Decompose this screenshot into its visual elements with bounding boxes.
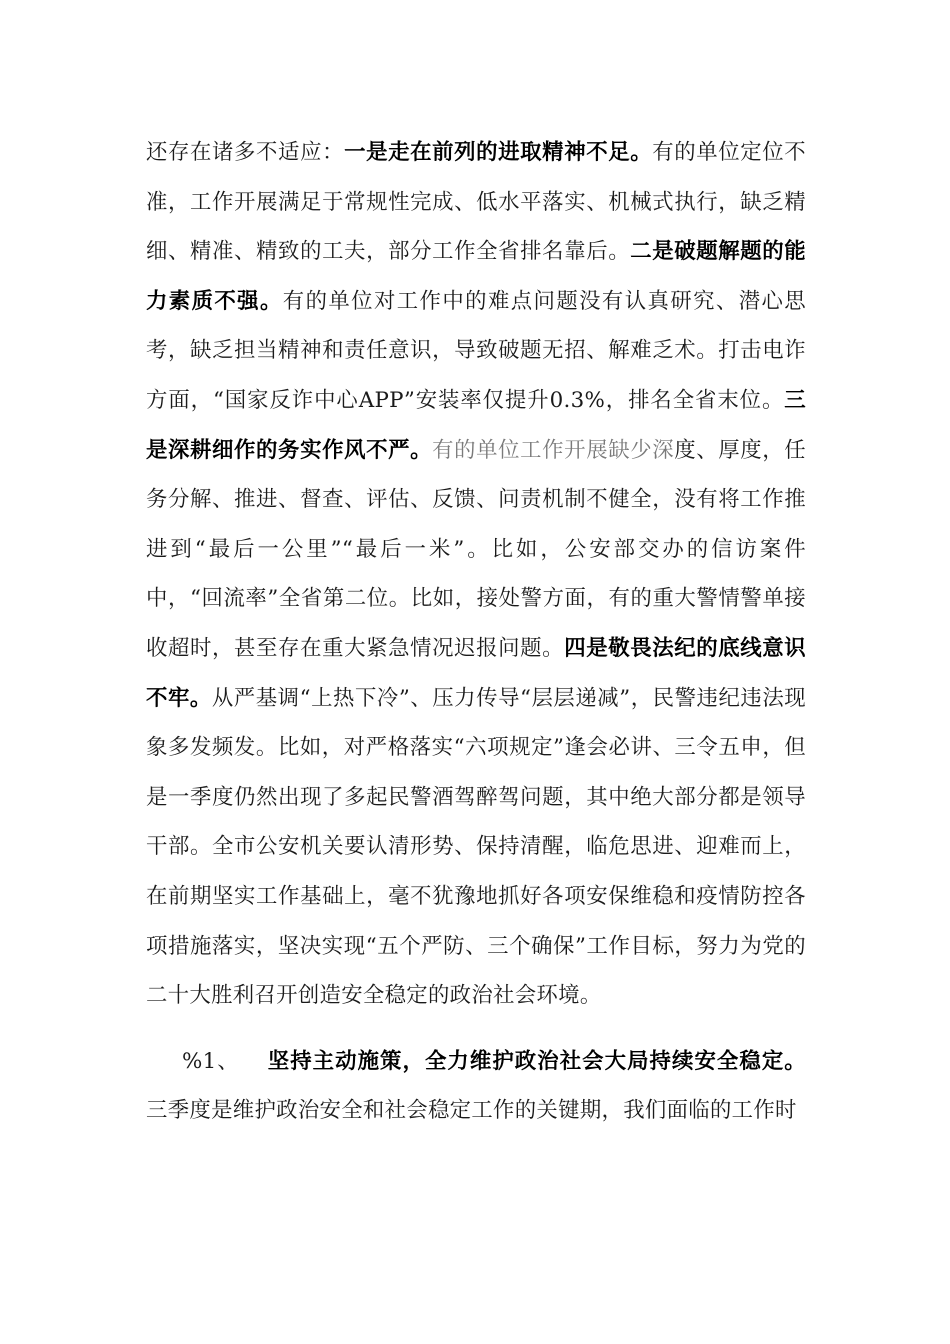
point-three-faded-text: 有的单位工作开展缺少深 <box>432 437 675 463</box>
point-two-heading: 二是破题解题的能力素质不强。 <box>146 239 806 314</box>
point-three-text: 度、厚度，任务分解、推进、督查、评估、反馈、问责机制不健全，没有将工作推进到“最后一公里”“最后一米”。比如，公安部交办的信访案件中，“回流率”全省第二位。比如，接处警方面，有的重大警情警单接收超时，甚至存在重大紧急情况迟报问题。 <box>146 437 806 661</box>
section-one-text: 三季度是维护政治安全和社会稳定工作的关键期，我们面临的工作时 <box>146 1098 797 1124</box>
paragraph-section-one <box>146 1037 806 1136</box>
point-three-heading: 三是深耕细作的务实作风不严。 <box>146 387 806 463</box>
point-one-heading: 一是走在前列的进取精神不足。 <box>344 140 653 165</box>
paragraph-problems <box>146 128 806 1021</box>
section-number: %1、 <box>182 1048 240 1074</box>
body-text <box>146 128 806 1136</box>
point-four-heading: 四是敬畏法纪的底线意识不牢。 <box>146 635 806 711</box>
section-one-heading: 坚持主动施策，全力维护政治社会大局持续安全稳定。 <box>267 1048 806 1074</box>
paragraph-lead-text: 还存在诸多不适应： <box>146 140 345 165</box>
point-four-text: 从严基调“上热下冷”、压力传导“层层递减”，民警违纪违法现象多发频发。比如，对严格落实“六项规定”逢会必讲、三令五申，但是一季度仍然出现了多起民警酒驾醉驾问题，其中绝大部分都是领导干部。全市公安机关要认清形势、保持清醒，临危思进、迎难而上，在前期坚实工作基础上，毫不犹豫地抓好各项安保维稳和疫情防控各项措施落实，坚决实现“五个严防、三个确保”工作目标，努力为党的二十大胜利召开创造安全稳定的政治社会环境。 <box>146 685 806 1009</box>
point-two-text: 有的单位对工作中的难点问题没有认真研究、潜心思考，缺乏担当精神和责任意识，导致破题无招、解难乏术。打击电诈方面，“国家反诈中心APP”安装率仅提升0.3%，排名全省末位。 <box>146 288 806 413</box>
point-one-text: 有的单位定位不准，工作开展满足于常规性完成、低水平落实、机械式执行，缺乏精细、精准、精致的工夫，部分工作全省排名靠后。 <box>146 140 807 265</box>
